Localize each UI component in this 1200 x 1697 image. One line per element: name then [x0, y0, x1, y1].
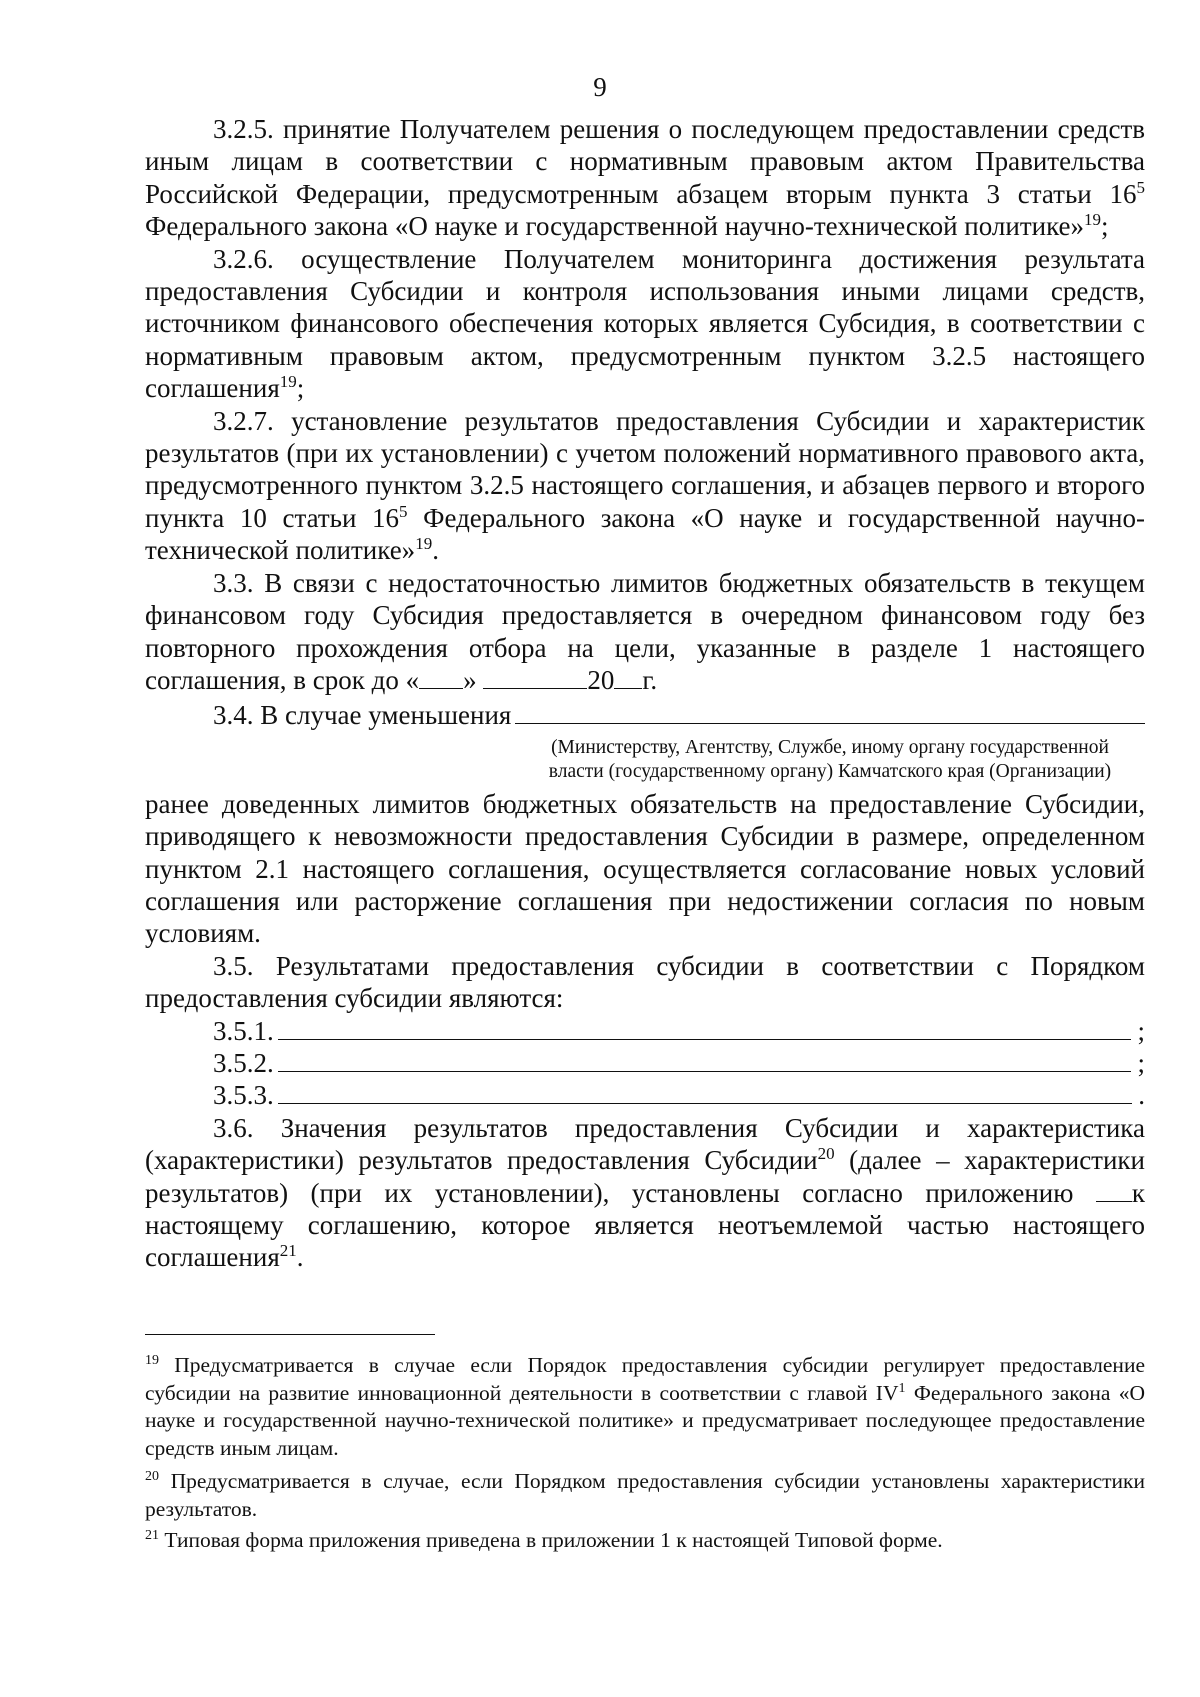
result-end: ; [1137, 1015, 1145, 1046]
text: 3.3. В связи с недостаточностью лимитов бюджетных обязательств в текущем финансовом году Субсидия предоставляется в очередном финансовом году без повторного прохождения отбора на цели, указанные в разделе 1 настоящего соглашения, в срок до « [145, 567, 1145, 695]
text: 3.2.7. установление результатов предоставления Субсидии и характеристик результатов (при их установлении) с учетом положений нормативного правового акта, предусмотренного пунктом 3.2.5 настоящего соглашения, и абзацев первого и второго пункта 10 статьи 16 [145, 405, 1145, 533]
paragraph-3-5: 3.5. Результатами предоставления субсидии в соответствии с Порядком предоставления субсидии являются: [145, 950, 1145, 1014]
page-number: 9 [593, 72, 607, 102]
text: 20 [587, 664, 615, 695]
paragraph-3-2-5 [145, 113, 1145, 243]
text: к настоящему соглашению, которое является неотъемлемой частью настоящего соглашения [145, 1177, 1145, 1273]
result-end: . [1138, 1080, 1145, 1111]
footnote-ref[interactable]: 21 [279, 1241, 297, 1261]
text: г. [642, 664, 658, 695]
text: Федерального закона «О науке и государственной научно-технической политике» и предусматривает последующее предоставление средств иным лицам. [145, 1380, 1145, 1460]
text: 3.4. В случае уменьшения [213, 700, 512, 731]
text: » [463, 664, 484, 695]
text: (далее – характеристики результатов) (при их установлении), установлены согласно приложению [145, 1145, 1145, 1208]
footnote-ref[interactable]: 19 [1084, 210, 1102, 230]
result-label: 3.5.3. [213, 1080, 274, 1111]
text: . [296, 1242, 304, 1273]
footnote-20 [145, 1468, 1145, 1523]
appendix-number-blank [1096, 1181, 1132, 1202]
result-label: 3.5.1. [213, 1015, 274, 1046]
result-blank [278, 1081, 1133, 1104]
footnote-separator [145, 1334, 435, 1335]
text: ; [296, 373, 305, 404]
text: 3.2.6. осуществление Получателем мониторинга достижения результата предоставления Субсидии и контроля использования иными лицами средств, источником финансового обеспечения которых является Субсидия, в соответствии с нормативным правовым актом, предусмотренным пунктом 3.2.5 настоящего соглашения [145, 243, 1145, 404]
day-blank [419, 668, 463, 689]
text: Типовая форма приложения приведена в приложении 1 к настоящей Типовой форме. [159, 1528, 943, 1552]
paragraph-3-4-cont: ранее доведенных лимитов бюджетных обязательств на предоставление Субсидии, приводящего к невозможности предоставления Субсидии в размере, определенном пунктом 2.1 настоящего соглашения, осуществляется согласование новых условий соглашения или расторжение соглашения при недостижении согласия по новым условиям. [145, 788, 1145, 949]
superscript: 1 [898, 1380, 906, 1396]
paragraph-3-6 [145, 1112, 1145, 1274]
year-blank [614, 668, 642, 689]
blank-caption [515, 736, 1145, 784]
caption-line: (Министерству, Агентству, Службе, иному органу государственной [551, 736, 1109, 758]
result-line [145, 1079, 1145, 1111]
text: Предусматривается в случае если Порядок предоставления субсидии регулирует предоставление субсидии на развитие инновационной деятельности в соответствии с главой IV [145, 1353, 1145, 1405]
footnote-21 [145, 1527, 1145, 1555]
superscript: 5 [399, 501, 408, 521]
text: 3.6. Значения результатов предоставления Субсидии и характеристика (характеристики) результатов предоставления Субсидии [145, 1112, 1145, 1176]
footnote-number: 19 [145, 1353, 159, 1368]
caption-line: власти (государственному органу) Камчатского края (Организации) [548, 760, 1112, 782]
paragraph-3-3 [145, 567, 1145, 697]
result-end: ; [1137, 1047, 1145, 1078]
text: Федерального закона «О науке и государственной научно-технической политике» [145, 211, 1085, 242]
result-blank [278, 1017, 1132, 1040]
footnote-19 [145, 1352, 1145, 1462]
paragraph-3-2-6 [145, 243, 1145, 405]
text: Федерального закона «О науке и государственной научно-технической политике» [145, 502, 1145, 566]
footnote-ref[interactable]: 19 [279, 372, 297, 392]
result-blank [278, 1049, 1132, 1072]
footnote-ref[interactable]: 19 [415, 534, 433, 554]
text: ; [1101, 211, 1109, 242]
footnote-number: 20 [145, 1469, 159, 1484]
footnote-ref[interactable]: 20 [817, 1144, 835, 1164]
text: Предусматривается в случае, если Порядком предоставления субсидии установлены характеристики результатов. [145, 1469, 1145, 1521]
paragraph-3-2-7 [145, 405, 1145, 567]
result-label: 3.5.2. [213, 1047, 274, 1078]
result-line [145, 1047, 1145, 1079]
paragraph-3-4 [145, 699, 1145, 731]
authority-blank [515, 701, 1145, 724]
month-blank [483, 668, 587, 689]
result-line [145, 1015, 1145, 1047]
superscript: 5 [1136, 177, 1145, 197]
document-body [145, 113, 1145, 1274]
text: 3.2.5. принятие Получателем решения о последующем предоставлении средств иным лицам в соответствии с нормативным правовым актом Правительства Российской Федерации, предусмотренным абзацем вторым пункта 3 статьи 16 [145, 114, 1145, 209]
footnote-number: 21 [145, 1528, 159, 1543]
text: . [432, 535, 439, 566]
